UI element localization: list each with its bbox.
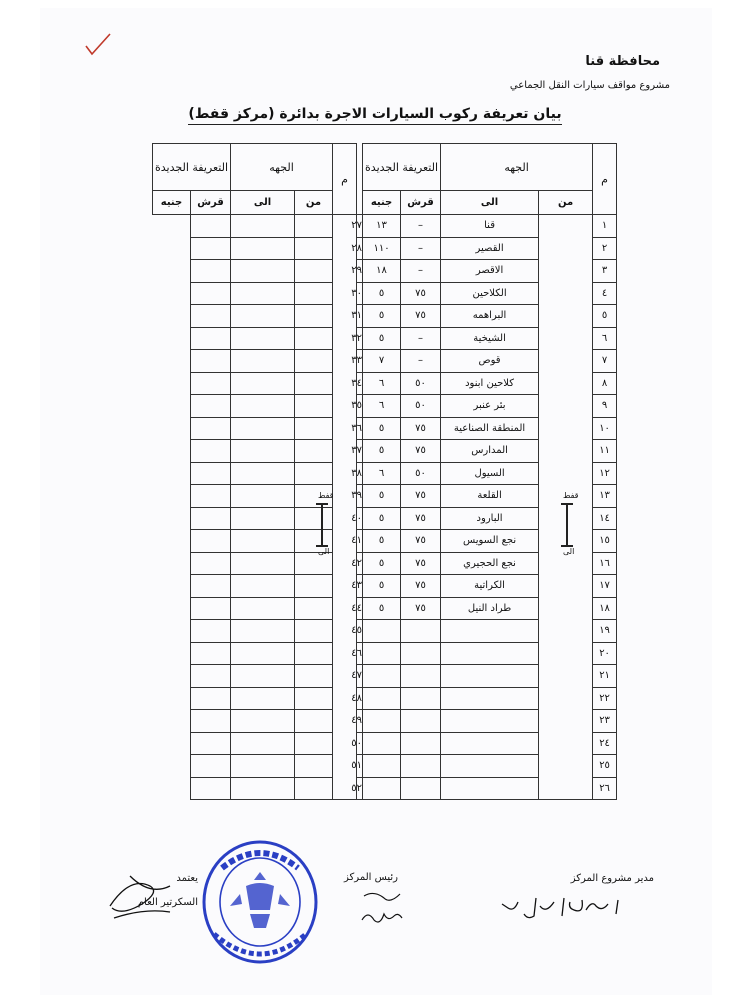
row-number: ١٩ <box>593 620 617 643</box>
row-number: ٢٦ <box>593 777 617 800</box>
destination-cell: القلعة <box>441 485 539 508</box>
row-number: ٥ <box>593 305 617 328</box>
row-number: ٢١ <box>593 665 617 688</box>
table-row <box>153 642 617 665</box>
pound-cell-left <box>191 552 231 575</box>
row-number-left: ٣٣ <box>357 350 363 373</box>
table-row <box>153 777 617 800</box>
row-number-left: ٤٧ <box>357 665 363 688</box>
row-number: ٢٢ <box>593 687 617 710</box>
row-number: ١ <box>593 215 617 238</box>
table-row <box>153 417 617 440</box>
destination-cell <box>441 755 539 778</box>
bracket-left-bottom: الى <box>318 547 330 556</box>
row-number-left: ٣٧ <box>357 440 363 463</box>
pound-cell-left <box>191 507 231 530</box>
destination-cell-left <box>295 215 333 238</box>
pound-cell: ٥ <box>363 440 401 463</box>
piaster-cell <box>401 687 441 710</box>
row-number: ١٤ <box>593 507 617 530</box>
from-cell <box>539 395 593 418</box>
table-row <box>153 530 617 553</box>
row-number-left: ٢٩ <box>357 260 363 283</box>
table-row <box>153 485 617 508</box>
pound-cell-left <box>191 642 231 665</box>
destination-cell: طراد النيل <box>441 597 539 620</box>
row-number: ٤ <box>593 282 617 305</box>
header-tariff-left: التعريفة الجديدة <box>153 144 231 191</box>
pound-cell <box>363 732 401 755</box>
row-number: ١٢ <box>593 462 617 485</box>
secretary-approval-label: يعتمد <box>176 873 198 884</box>
piaster-cell-left <box>231 552 295 575</box>
piaster-cell-left <box>231 327 295 350</box>
pound-cell-left <box>191 215 231 238</box>
piaster-cell-left <box>231 687 295 710</box>
piaster-cell: ٧٥ <box>401 485 441 508</box>
from-cell <box>539 372 593 395</box>
bracket-left-top: قفط <box>318 491 334 500</box>
piaster-cell-left <box>231 710 295 733</box>
row-number-left: ٥١ <box>357 755 363 778</box>
from-cell <box>539 687 593 710</box>
piaster-cell: ٧٥ <box>401 305 441 328</box>
table-row <box>153 687 617 710</box>
page-title: بيان تعريفة ركوب السيارات الاجرة بدائرة (مركز قفط) <box>0 106 750 122</box>
piaster-cell-left <box>231 260 295 283</box>
piaster-cell: ٧٥ <box>401 440 441 463</box>
piaster-cell: ٧٥ <box>401 530 441 553</box>
row-number: ١٧ <box>593 575 617 598</box>
piaster-cell-left <box>231 755 295 778</box>
piaster-cell-left <box>231 507 295 530</box>
table-row <box>153 732 617 755</box>
secretary-title: السكرتير العام <box>137 897 198 908</box>
from-cell <box>539 597 593 620</box>
destination-cell <box>441 777 539 800</box>
piaster-cell-left <box>231 462 295 485</box>
destination-cell: قنا <box>441 215 539 238</box>
piaster-cell-left <box>231 732 295 755</box>
pound-cell: ٥ <box>363 575 401 598</box>
row-number-left: ٤٤ <box>357 597 363 620</box>
bracket-right <box>557 491 579 556</box>
destination-cell <box>441 665 539 688</box>
from-cell <box>539 462 593 485</box>
piaster-cell-left <box>231 417 295 440</box>
piaster-cell-left <box>231 665 295 688</box>
row-number: ١٥ <box>593 530 617 553</box>
destination-cell: بئر عنبر <box>441 395 539 418</box>
from-cell <box>539 282 593 305</box>
destination-cell: الاقصر <box>441 260 539 283</box>
pound-cell: ٥ <box>363 507 401 530</box>
row-number-left: ٣٨ <box>357 462 363 485</box>
row-number: ٢ <box>593 237 617 260</box>
pound-cell-left <box>191 710 231 733</box>
pound-cell: ٥ <box>363 485 401 508</box>
destination-cell: نجع السويس <box>441 530 539 553</box>
bracket-right-bottom: الى <box>563 547 575 556</box>
row-number: ٢٥ <box>593 755 617 778</box>
header-piaster-left: قرش <box>191 191 231 215</box>
destination-cell: السيول <box>441 462 539 485</box>
piaster-cell <box>401 710 441 733</box>
destination-cell: المنطقة الصناعية <box>441 417 539 440</box>
row-number-left: ٢٧ <box>357 215 363 238</box>
piaster-cell: – <box>401 260 441 283</box>
piaster-cell-left <box>231 530 295 553</box>
header-from-right: من <box>539 191 593 215</box>
piaster-cell: – <box>401 327 441 350</box>
destination-cell-left <box>295 440 333 463</box>
bracket-right-top: قفط <box>563 491 579 500</box>
row-number-left: ٤٩ <box>357 710 363 733</box>
row-number: ٣ <box>593 260 617 283</box>
piaster-cell <box>401 620 441 643</box>
piaster-cell: – <box>401 215 441 238</box>
piaster-cell-left <box>231 372 295 395</box>
piaster-cell: ٥٠ <box>401 395 441 418</box>
pound-cell-left <box>191 282 231 305</box>
from-cell <box>539 260 593 283</box>
piaster-cell: ٧٥ <box>401 417 441 440</box>
destination-cell-left <box>295 282 333 305</box>
from-cell <box>539 710 593 733</box>
header-direction-right: الجهه <box>441 144 593 191</box>
pound-cell: ٥ <box>363 327 401 350</box>
table-row <box>153 710 617 733</box>
row-number: ١٣ <box>593 485 617 508</box>
piaster-cell-left <box>231 395 295 418</box>
row-number-left: ٥٢ <box>357 777 363 800</box>
destination-cell: البراهمه <box>441 305 539 328</box>
pound-cell: ٥ <box>363 597 401 620</box>
destination-cell-left <box>295 755 333 778</box>
from-cell <box>539 215 593 238</box>
government-stamp-seal <box>200 838 320 968</box>
row-number-left: ٣٩ <box>357 485 363 508</box>
pound-cell: ٥ <box>363 530 401 553</box>
table-row <box>153 395 617 418</box>
destination-cell-left <box>295 597 333 620</box>
table-row <box>153 665 617 688</box>
bracket-left <box>312 491 334 556</box>
header-pound-left: جنيه <box>153 191 191 215</box>
destination-cell <box>441 642 539 665</box>
piaster-cell: – <box>401 237 441 260</box>
piaster-cell: ٧٥ <box>401 552 441 575</box>
pound-cell: ٦ <box>363 372 401 395</box>
row-number-left: ٤٨ <box>357 687 363 710</box>
from-cell <box>539 665 593 688</box>
piaster-cell <box>401 755 441 778</box>
from-cell <box>539 732 593 755</box>
destination-cell-left <box>295 687 333 710</box>
destination-cell-left <box>295 732 333 755</box>
row-number: ٩ <box>593 395 617 418</box>
pound-cell-left <box>191 777 231 800</box>
row-number: ٧ <box>593 350 617 373</box>
destination-cell-left <box>295 665 333 688</box>
destination-cell <box>441 710 539 733</box>
header-to-left: الى <box>231 191 295 215</box>
destination-cell-left <box>295 642 333 665</box>
destination-cell-left <box>295 305 333 328</box>
destination-cell: المدارس <box>441 440 539 463</box>
destination-cell: البارود <box>441 507 539 530</box>
row-number-left: ٤٦ <box>357 642 363 665</box>
manager-title: مدير مشروع المركز <box>570 873 654 884</box>
row-number-left: ٣٦ <box>357 417 363 440</box>
pound-cell: ٥ <box>363 417 401 440</box>
row-number-left: ٣٢ <box>357 327 363 350</box>
row-number: ١٨ <box>593 597 617 620</box>
destination-cell-left <box>295 417 333 440</box>
piaster-cell-left <box>231 642 295 665</box>
pound-cell-left <box>191 530 231 553</box>
table-row <box>153 260 617 283</box>
table-row <box>153 552 617 575</box>
row-number-left: ٤٠ <box>357 507 363 530</box>
pound-cell-left <box>191 260 231 283</box>
project-name: مشروع مواقف سيارات النقل الجماعي <box>509 80 670 91</box>
pound-cell-left <box>191 395 231 418</box>
piaster-cell-left <box>231 440 295 463</box>
pound-cell-left <box>191 327 231 350</box>
destination-cell-left <box>295 350 333 373</box>
piaster-cell: ٧٥ <box>401 597 441 620</box>
table-row <box>153 350 617 373</box>
header-from-left: من <box>295 191 333 215</box>
piaster-cell-left <box>231 575 295 598</box>
destination-cell-left <box>295 395 333 418</box>
pound-cell-left <box>191 305 231 328</box>
from-cell <box>539 417 593 440</box>
piaster-cell-left <box>231 620 295 643</box>
pound-cell-left <box>191 417 231 440</box>
header-num-right: م <box>593 144 617 215</box>
table-row <box>153 215 617 238</box>
row-number: ٨ <box>593 372 617 395</box>
piaster-cell-left <box>231 597 295 620</box>
destination-cell: كلاحين ابنود <box>441 372 539 395</box>
row-number: ١١ <box>593 440 617 463</box>
from-cell <box>539 327 593 350</box>
table-row <box>153 575 617 598</box>
from-cell <box>539 350 593 373</box>
piaster-cell-left <box>231 237 295 260</box>
pound-cell: ٧ <box>363 350 401 373</box>
manager-signature <box>488 892 628 926</box>
destination-cell <box>441 732 539 755</box>
pound-cell-left <box>191 732 231 755</box>
pound-cell: ١٣ <box>363 215 401 238</box>
row-number-left: ٣٥ <box>357 395 363 418</box>
pound-cell-left <box>191 575 231 598</box>
header-direction-left: الجهه <box>231 144 333 191</box>
destination-cell-left <box>295 777 333 800</box>
pound-cell-left <box>191 372 231 395</box>
chief-title: رئيس المركز <box>344 872 398 883</box>
row-number-left: ٣١ <box>357 305 363 328</box>
pound-cell-left <box>191 350 231 373</box>
pound-cell-left <box>191 237 231 260</box>
table-row <box>153 237 617 260</box>
row-number: ٦ <box>593 327 617 350</box>
from-cell <box>539 575 593 598</box>
pound-cell: ٦ <box>363 462 401 485</box>
destination-cell: الكلاحين <box>441 282 539 305</box>
pound-cell: ٥ <box>363 552 401 575</box>
piaster-cell: ٥٠ <box>401 372 441 395</box>
secretary-signature <box>100 866 180 926</box>
piaster-cell: ٥٠ <box>401 462 441 485</box>
from-cell <box>539 305 593 328</box>
pound-cell-left <box>191 440 231 463</box>
header-num-left: م <box>333 144 357 215</box>
piaster-cell <box>401 642 441 665</box>
from-cell <box>539 620 593 643</box>
destination-cell: نجع الحجيري <box>441 552 539 575</box>
row-number: ٢٣ <box>593 710 617 733</box>
pound-cell <box>363 687 401 710</box>
row-number: ٢٤ <box>593 732 617 755</box>
pound-cell-left <box>191 620 231 643</box>
destination-cell-left <box>295 260 333 283</box>
pound-cell: ١٨ <box>363 260 401 283</box>
row-number-left: ٤٢ <box>357 552 363 575</box>
row-number: ١٠ <box>593 417 617 440</box>
row-number-left: ٤١ <box>357 530 363 553</box>
pound-cell <box>363 710 401 733</box>
governorate-name: محافظة قنا <box>585 54 660 69</box>
pound-cell-left <box>191 687 231 710</box>
from-cell <box>539 777 593 800</box>
tariff-table <box>152 143 617 800</box>
row-number-left: ٣٠ <box>357 282 363 305</box>
check-mark-icon <box>84 32 112 58</box>
table-row <box>153 282 617 305</box>
table-row <box>153 327 617 350</box>
header-tariff-right: التعريفة الجديدة <box>363 144 441 191</box>
destination-cell <box>441 687 539 710</box>
table-row <box>153 440 617 463</box>
piaster-cell-left <box>231 485 295 508</box>
table-row <box>153 507 617 530</box>
pound-cell-left <box>191 597 231 620</box>
pound-cell <box>363 777 401 800</box>
table-row <box>153 597 617 620</box>
row-number: ٢٠ <box>593 642 617 665</box>
destination-cell-left <box>295 327 333 350</box>
destination-cell-left <box>295 620 333 643</box>
pound-cell <box>363 665 401 688</box>
destination-cell-left <box>295 372 333 395</box>
header-pound-right: جنيه <box>363 191 401 215</box>
destination-cell: الشيخية <box>441 327 539 350</box>
piaster-cell <box>401 732 441 755</box>
chief-signature <box>358 886 408 934</box>
piaster-cell <box>401 777 441 800</box>
destination-cell: قوص <box>441 350 539 373</box>
row-number-left: ٤٥ <box>357 620 363 643</box>
from-cell <box>539 642 593 665</box>
from-cell <box>539 237 593 260</box>
row-number-left: ٣٤ <box>357 372 363 395</box>
table-body <box>153 215 617 800</box>
destination-cell-left <box>295 575 333 598</box>
from-cell <box>539 755 593 778</box>
piaster-cell-left <box>231 305 295 328</box>
pound-cell-left <box>191 665 231 688</box>
destination-cell-left <box>295 710 333 733</box>
row-number-left: ٢٨ <box>357 237 363 260</box>
destination-cell <box>441 620 539 643</box>
table-row <box>153 462 617 485</box>
pound-cell <box>363 642 401 665</box>
piaster-cell-left <box>231 777 295 800</box>
piaster-cell: ٧٥ <box>401 282 441 305</box>
table-row <box>153 372 617 395</box>
from-cell <box>539 440 593 463</box>
destination-cell: الكراتية <box>441 575 539 598</box>
pound-cell: ٦ <box>363 395 401 418</box>
header-to-right: الى <box>441 191 539 215</box>
row-number: ١٦ <box>593 552 617 575</box>
destination-cell-left <box>295 237 333 260</box>
pound-cell-left <box>191 755 231 778</box>
pound-cell: ٥ <box>363 282 401 305</box>
destination-cell: القصير <box>441 237 539 260</box>
destination-cell-left <box>295 462 333 485</box>
pound-cell-left <box>191 462 231 485</box>
piaster-cell-left <box>231 215 295 238</box>
pound-cell <box>363 755 401 778</box>
table-row <box>153 620 617 643</box>
piaster-cell: ٧٥ <box>401 507 441 530</box>
header-piaster-right: قرش <box>401 191 441 215</box>
piaster-cell: ٧٥ <box>401 575 441 598</box>
row-number-left: ٤٣ <box>357 575 363 598</box>
piaster-cell-left <box>231 350 295 373</box>
row-number-left: ٥٠ <box>357 732 363 755</box>
table-row <box>153 305 617 328</box>
piaster-cell-left <box>231 282 295 305</box>
table-row <box>153 755 617 778</box>
pound-cell <box>363 620 401 643</box>
pound-cell: ٥ <box>363 305 401 328</box>
pound-cell-left <box>191 485 231 508</box>
piaster-cell <box>401 665 441 688</box>
piaster-cell: – <box>401 350 441 373</box>
pound-cell: ١١٠ <box>363 237 401 260</box>
